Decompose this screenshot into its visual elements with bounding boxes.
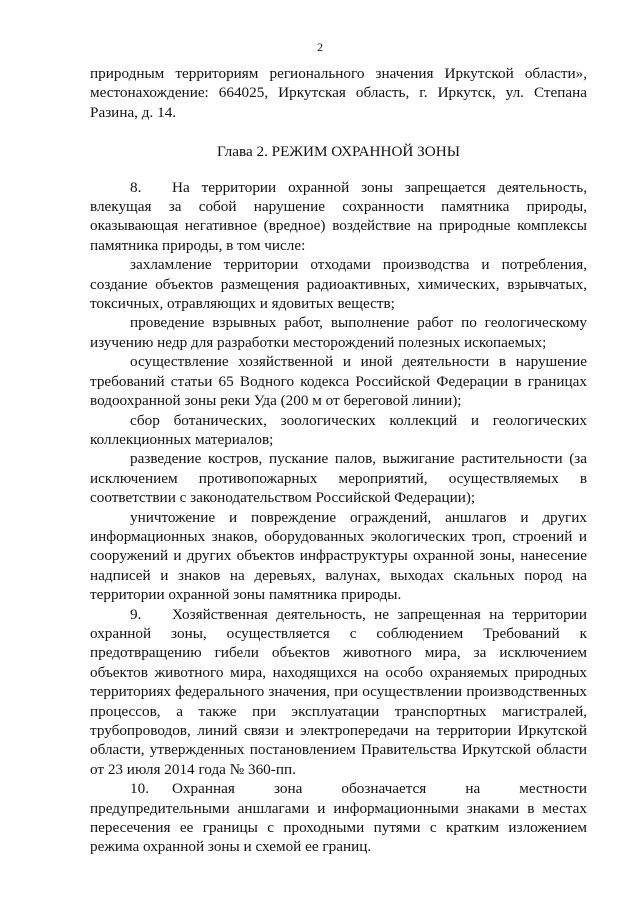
prohibited-item-1: захламление территории отходами производства и потребления, создание объектов размещения радиоактивных, химических, взрывчатых, токсичных, отравляющих и ядовитых веществ; [90, 256, 587, 313]
item-10-paragraph [90, 779, 587, 857]
page-number: 2 [317, 40, 323, 54]
prohibited-item-5: разведение костров, пускание палов, выжигание растительности (за исключением противопожарных мероприятий, осуществляемых в соответствии с законодательством Российской Федерации); [90, 450, 587, 507]
item-8-text: На территории охранной зоны запрещается деятельность, влекущая за собой нарушение сохранности памятника природы, оказывающая негативное (вредное) воздействие на природные комплексы памятника природы, в том числе: [90, 178, 587, 254]
item-10-number: 10. [130, 780, 149, 798]
prohibited-item-2: проведение взрывных работ, выполнение работ по геологическому изучению недр для разработки месторождений полезных ископаемых; [90, 314, 587, 351]
item-10-text: Охранная зона обозначается на местности предупредительными аншлагами и информационными знаками в местах пересечения ее границы с проходными путями с кратким изложением режима охранной зоны и схемой ее границ. [90, 780, 587, 856]
item-9-number: 9. [130, 605, 142, 623]
prohibited-item-4: сбор ботанических, зоологических коллекций и геологических коллекционных материалов; [90, 411, 587, 448]
document-body [90, 64, 587, 857]
item-9-text: Хозяйственная деятельность, не запрещенная на территории охранной зоны, осуществляется с соблюдением Требований к предотвращению гибели объектов животного мира, за исключением объектов животного мира, находящихся на особо охраняемых природных территориях федерального значения, при осуществлении производственных процессов, а также при эксплуатации транспортных магистралей, трубопроводов, линий связи и электропередачи на территории Иркутской области, утвержденных постановлением Правительства Иркутской области от 23 июля 2014 года № 360-пп. [90, 605, 587, 778]
chapter-title: Глава 2. РЕЖИМ ОХРАННОЙ ЗОНЫ [217, 143, 460, 161]
prohibited-item-6: уничтожение и повреждение ограждений, аншлагов и других информационных знаков, оборудованных экологических троп, строений и сооружений и других объектов инфраструктуры охранной зоны, нанесение надписей и знаков на деревьях, валунах, выходах скальных пород на территории охранной зоны памятника природы. [90, 508, 587, 604]
prohibited-item-3: осуществление хозяйственной и иной деятельности в нарушение требований статьи 65 Водного кодекса Российской Федерации в границах водоохранной зоны реки Уда (200 м от береговой линии); [90, 353, 587, 410]
item-8-paragraph [90, 178, 587, 256]
item-8-number: 8. [130, 178, 142, 196]
item-9-paragraph [90, 605, 587, 780]
intro-paragraph: природным территориям регионального значения Иркутской области», местонахождение: 664025, Иркутская область, г. Иркутск, ул. Степана Разина, д. 14. [90, 65, 587, 121]
